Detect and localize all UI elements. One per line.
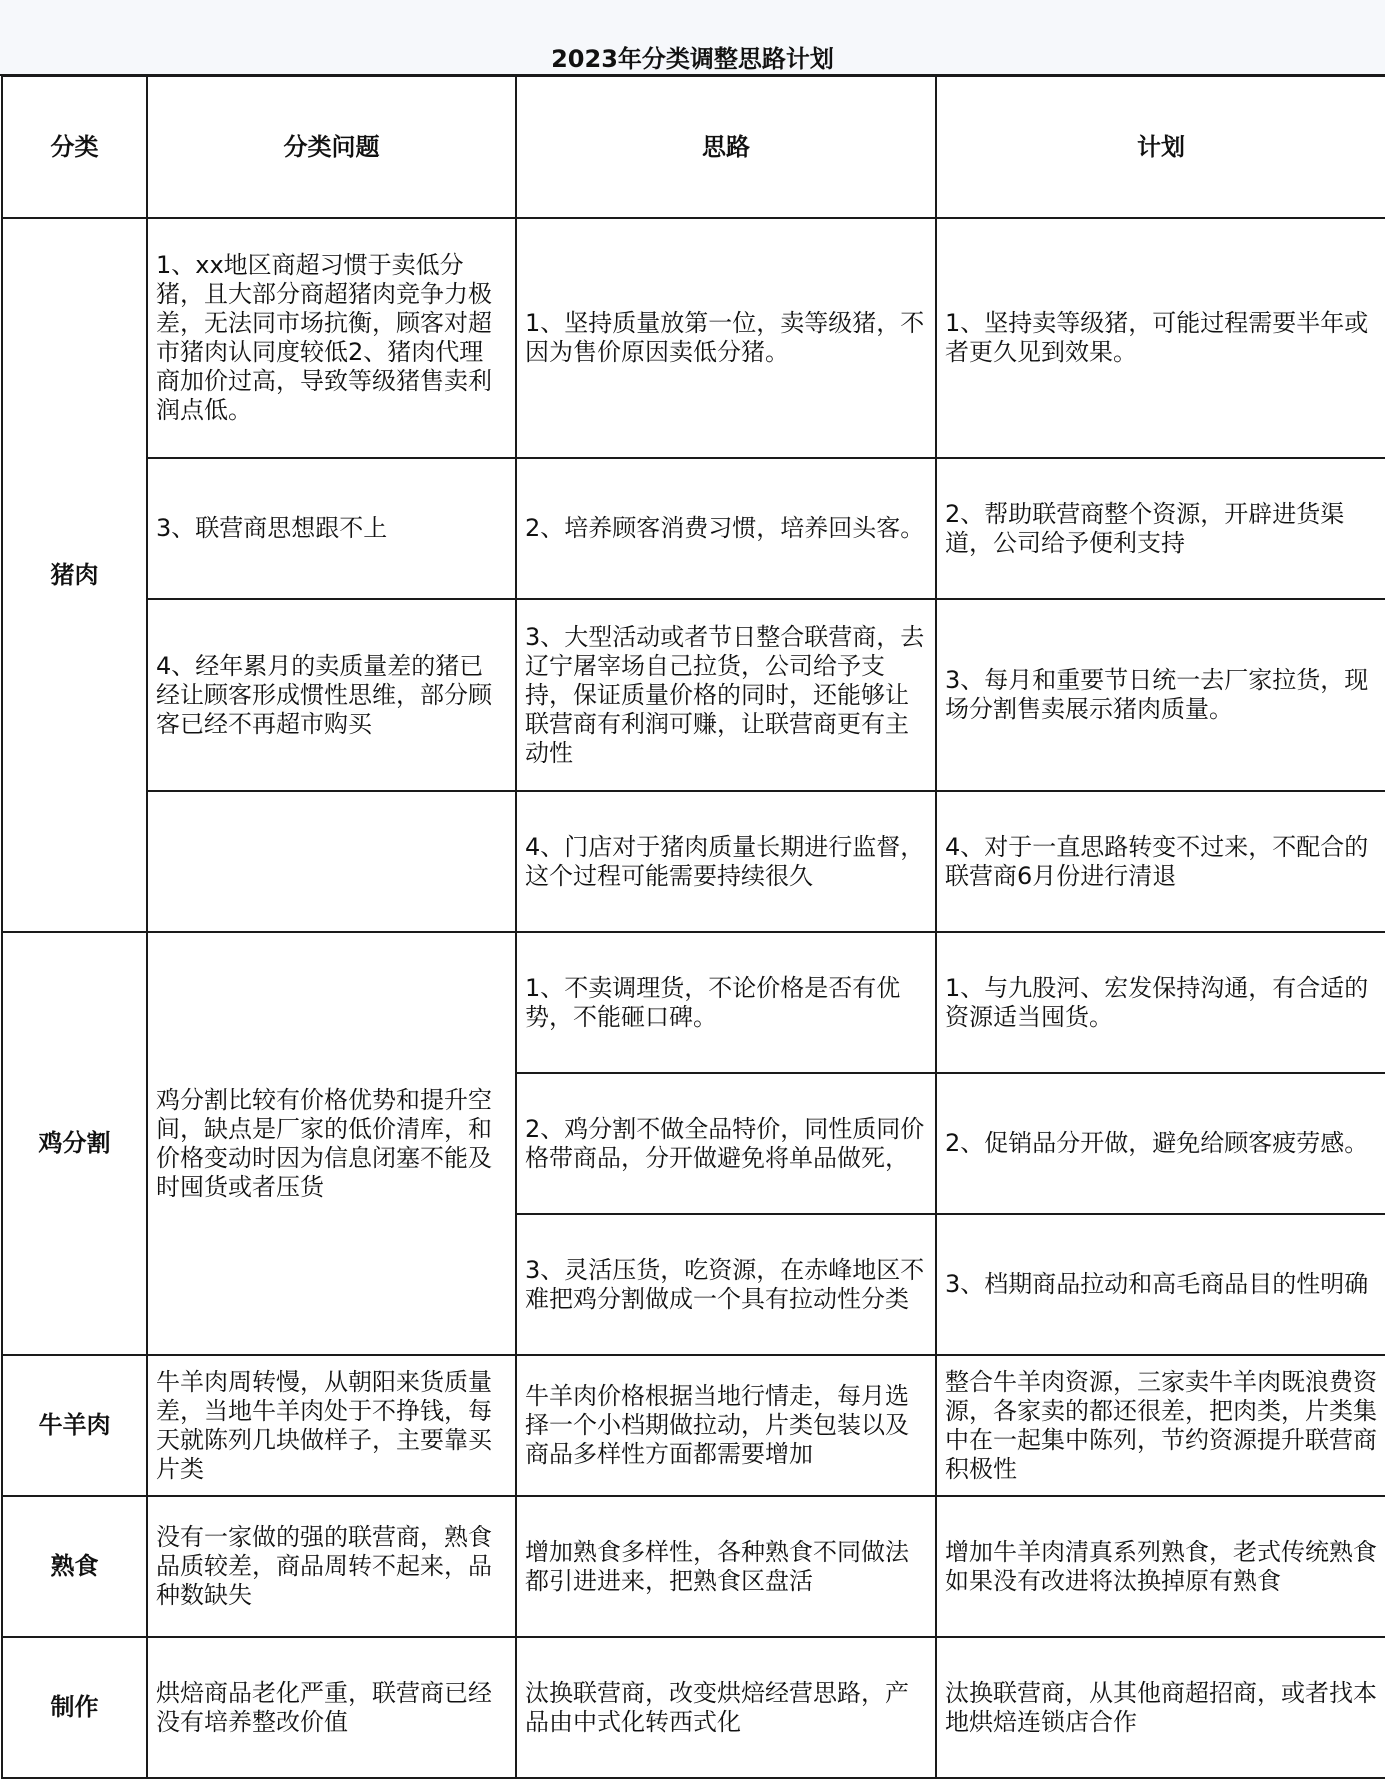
category-cell-deli: 熟食: [2, 1496, 147, 1637]
plan-cell: 2、促销品分开做，避免给顾客疲劳感。: [936, 1073, 1385, 1214]
problem-cell: 没有一家做的强的联营商，熟食品质较差，商品周转不起来，品种数缺失: [147, 1496, 516, 1637]
page-title: 2023年分类调整思路计划: [551, 45, 834, 73]
table-row: [2, 791, 1385, 932]
idea-cell: 1、不卖调理货，不论价格是否有优势，不能砸口碑。: [516, 932, 936, 1073]
table-row: [2, 458, 1385, 599]
plan-cell: 增加牛羊肉清真系列熟食，老式传统熟食如果没有改进将汰换掉原有熟食: [936, 1496, 1385, 1637]
idea-cell: 2、鸡分割不做全品特价，同性质同价格带商品，分开做避免将单品做死，: [516, 1073, 936, 1214]
plan-table: [1, 75, 1385, 1779]
header-category: 分类: [2, 76, 147, 218]
header-problem: 分类问题: [147, 76, 516, 218]
plan-cell: 4、对于一直思路转变不过来，不配合的联营商6月份进行清退: [936, 791, 1385, 932]
category-cell-chicken: 鸡分割: [2, 932, 147, 1355]
table-row: [2, 1355, 1385, 1496]
plan-cell: 2、帮助联营商整个资源，开辟进货渠道，公司给予便利支持: [936, 458, 1385, 599]
header-plan: 计划: [936, 76, 1385, 218]
plan-cell: 汰换联营商，从其他商超招商，或者找本地烘焙连锁店合作: [936, 1637, 1385, 1778]
category-cell-bakery: 制作: [2, 1637, 147, 1778]
header-row: [2, 76, 1385, 218]
idea-cell: 3、灵活压货，吃资源，在赤峰地区不难把鸡分割做成一个具有拉动性分类: [516, 1214, 936, 1355]
problem-cell: 牛羊肉周转慢，从朝阳来货质量差，当地牛羊肉处于不挣钱，每天就陈列几块做样子，主要靠买片类: [147, 1355, 516, 1496]
table-row: [2, 932, 1385, 1073]
plan-cell: 整合牛羊肉资源，三家卖牛羊肉既浪费资源，各家卖的都还很差，把肉类，片类集中在一起集中陈列，节约资源提升联营商积极性: [936, 1355, 1385, 1496]
category-cell-beef-mutton: 牛羊肉: [2, 1355, 147, 1496]
idea-cell: 2、培养顾客消费习惯，培养回头客。: [516, 458, 936, 599]
table-row: [2, 1637, 1385, 1778]
plan-cell: 3、档期商品拉动和高毛商品目的性明确: [936, 1214, 1385, 1355]
idea-cell: 汰换联营商，改变烘焙经营思路，产品由中式化转西式化: [516, 1637, 936, 1778]
plan-cell: 1、与九股河、宏发保持沟通，有合适的资源适当囤货。: [936, 932, 1385, 1073]
plan-cell: 3、每月和重要节日统一去厂家拉货，现场分割售卖展示猪肉质量。: [936, 599, 1385, 791]
plan-cell: 1、坚持卖等级猪，可能过程需要半年或者更久见到效果。: [936, 218, 1385, 458]
problem-cell: [147, 791, 516, 932]
header-idea: 思路: [516, 76, 936, 218]
idea-cell: 1、坚持质量放第一位，卖等级猪，不因为售价原因卖低分猪。: [516, 218, 936, 458]
idea-cell: 4、门店对于猪肉质量长期进行监督，这个过程可能需要持续很久: [516, 791, 936, 932]
problem-cell: 鸡分割比较有价格优势和提升空间，缺点是厂家的低价清库，和价格变动时因为信息闭塞不能及时囤货或者压货: [147, 932, 516, 1355]
problem-cell: 1、xx地区商超习惯于卖低分猪，且大部分商超猪肉竞争力极差，无法同市场抗衡，顾客对超市猪肉认同度较低2、猪肉代理商加价过高，导致等级猪售卖利润点低。: [147, 218, 516, 458]
problem-cell: 3、联营商思想跟不上: [147, 458, 516, 599]
idea-cell: 牛羊肉价格根据当地行情走，每月选择一个小档期做拉动，片类包装以及商品多样性方面都需要增加: [516, 1355, 936, 1496]
table-row: [2, 599, 1385, 791]
idea-cell: 增加熟食多样性，各种熟食不同做法都引进进来，把熟食区盘活: [516, 1496, 936, 1637]
idea-cell: 3、大型活动或者节日整合联营商，去辽宁屠宰场自己拉货，公司给予支持，保证质量价格的同时，还能够让联营商有利润可赚，让联营商更有主动性: [516, 599, 936, 791]
table-row: [2, 218, 1385, 458]
category-cell-pork: 猪肉: [2, 218, 147, 932]
problem-cell: 4、经年累月的卖质量差的猪已经让顾客形成惯性思维，部分顾客已经不再超市购买: [147, 599, 516, 791]
problem-cell: 烘焙商品老化严重，联营商已经没有培养整改价值: [147, 1637, 516, 1778]
table-row: [2, 1496, 1385, 1637]
